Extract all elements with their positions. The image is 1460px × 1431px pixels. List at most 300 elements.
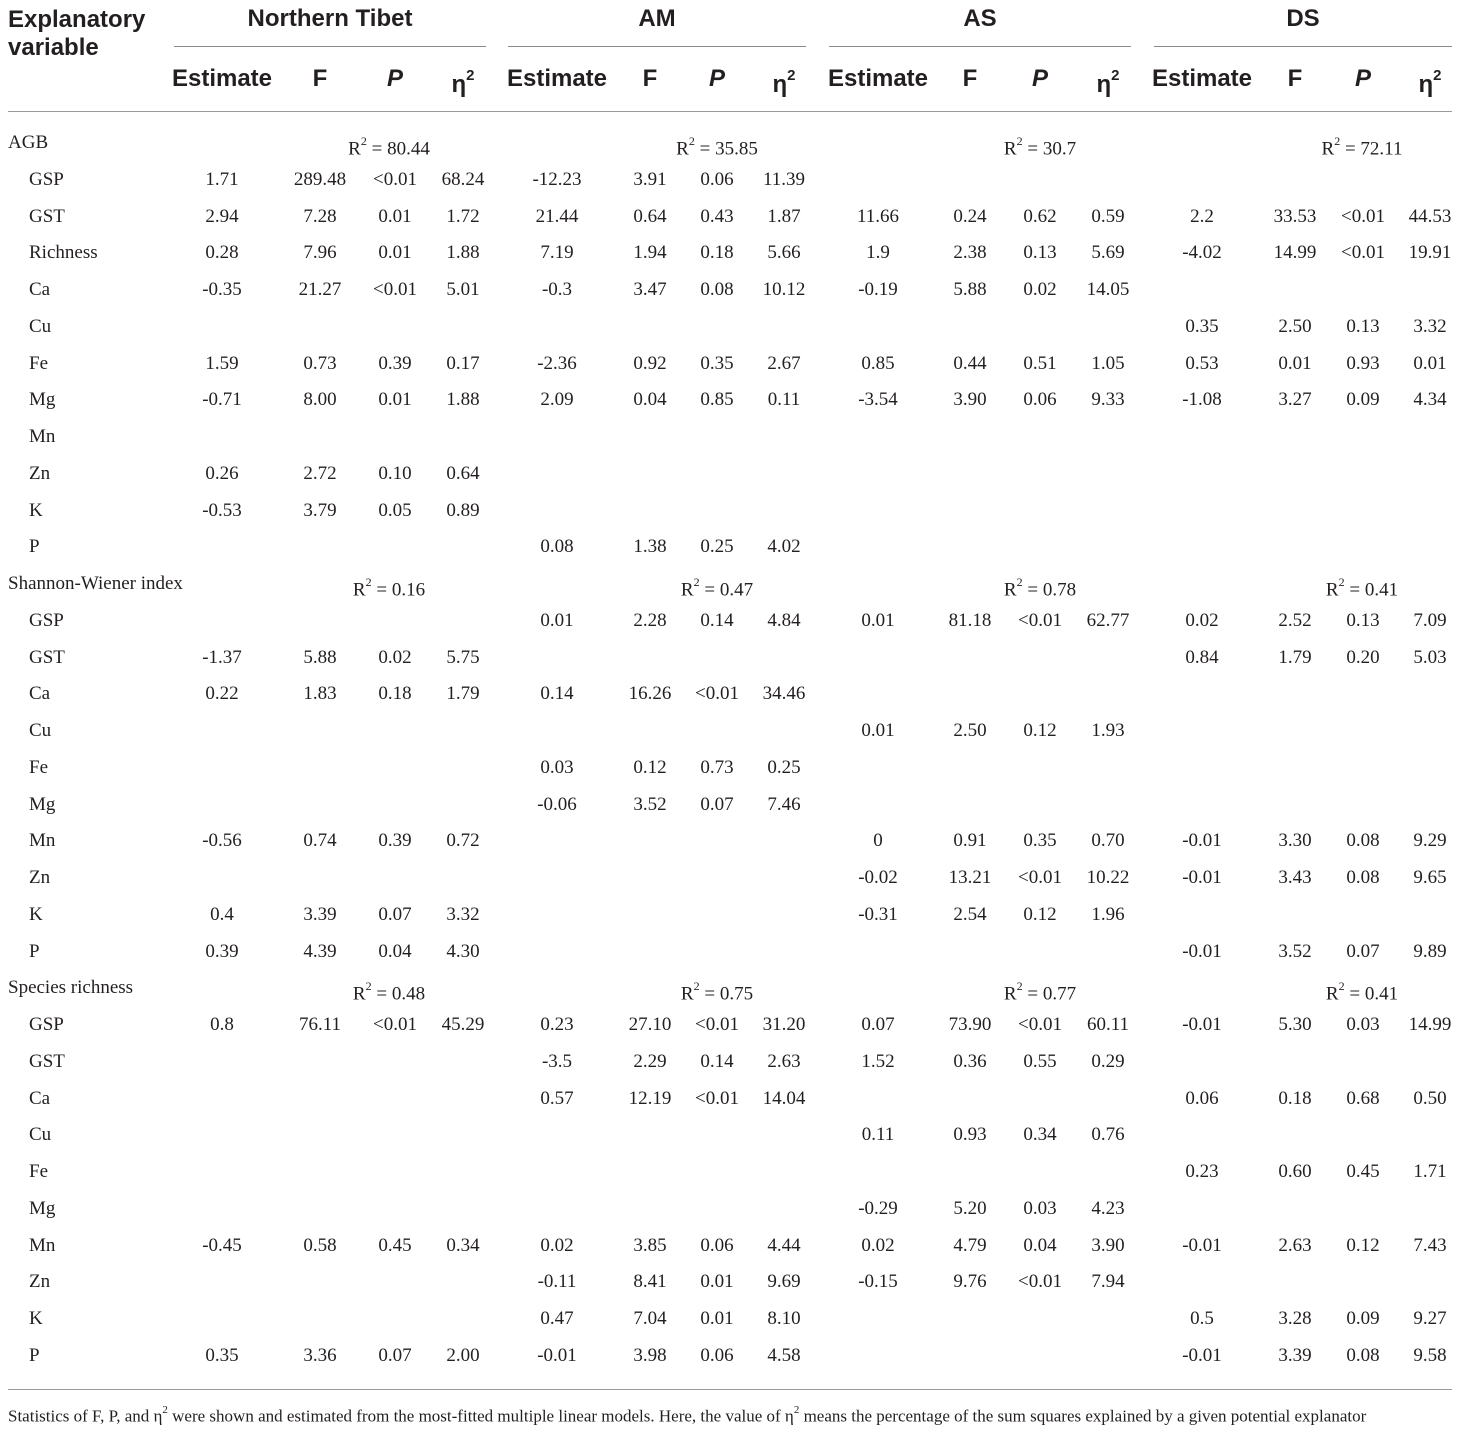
table-cell: 3.79 <box>303 499 337 521</box>
table-cell: 0.18 <box>378 683 412 705</box>
table-cell: 7.28 <box>303 205 337 227</box>
row-variable-label: Richness <box>29 242 98 264</box>
column-header-p: P <box>1354 65 1371 92</box>
table-cell: 14.99 <box>1408 1014 1452 1035</box>
table-cell: 0.23 <box>1185 1161 1219 1182</box>
table-cell: 7.46 <box>767 793 801 815</box>
r-squared-value: $R^2 = 0.47$ <box>680 575 754 601</box>
table-cell: <0.01 <box>373 1014 417 1035</box>
table-cell: 3.90 <box>1091 1234 1125 1256</box>
table-cell: 0.07 <box>700 793 734 815</box>
row-variable-label: Mn <box>29 830 56 852</box>
table-cell: 1.79 <box>446 683 480 705</box>
table-cell: 0.72 <box>446 830 480 852</box>
table-cell: 3.36 <box>303 1344 337 1366</box>
table-cell: -0.06 <box>537 793 577 815</box>
table-cell: 2.63 <box>767 1050 801 1072</box>
section-label: AGB <box>8 132 49 153</box>
table-cell: 0.02 <box>378 646 412 668</box>
table-cell: 0.50 <box>1413 1087 1447 1109</box>
table-cell: 0.73 <box>700 756 734 778</box>
table-cell: 1.93 <box>1091 720 1125 741</box>
table-cell: 2.67 <box>767 352 801 374</box>
table-cell: 0.01 <box>378 389 412 411</box>
table-cell: -1.08 <box>1182 389 1222 411</box>
table-cell: 0.92 <box>633 352 667 374</box>
table-cell: -3.54 <box>858 389 898 411</box>
table-cell: 0.55 <box>1023 1050 1057 1072</box>
table-cell: 8.41 <box>633 1271 667 1293</box>
table-cell: 3.39 <box>1278 1344 1312 1366</box>
r-squared-value: $R^2 = 72.11$ <box>1321 134 1403 160</box>
r-squared-value: $R^2 = 35.85$ <box>676 134 758 160</box>
table-cell: 0.34 <box>1023 1124 1057 1146</box>
table-cell: 0.29 <box>1091 1050 1125 1072</box>
table-cell: -3.5 <box>541 1050 573 1072</box>
table-cell: 21.27 <box>298 279 342 300</box>
table-cell: 0.59 <box>1091 205 1125 227</box>
table-cell: 0.07 <box>378 1344 412 1366</box>
table-cell: 1.88 <box>446 242 480 264</box>
table-cell: 4.44 <box>767 1234 801 1256</box>
table-cell: 0.62 <box>1023 205 1057 227</box>
table-cell: 4.30 <box>446 940 480 962</box>
column-header-p: P <box>708 65 725 92</box>
table-cell: 3.30 <box>1278 830 1312 852</box>
table-cell: 0.43 <box>700 205 734 227</box>
row-variable-label: Fe <box>29 756 48 778</box>
r-squared-value: $R^2 = 0.77$ <box>1003 979 1077 1005</box>
table-cell: 60.11 <box>1086 1014 1130 1035</box>
table-cell: 0.20 <box>1346 646 1380 668</box>
row-variable-label: Zn <box>29 867 51 888</box>
table-cell: 0.08 <box>1346 867 1380 888</box>
table-cell: 5.03 <box>1413 646 1447 668</box>
table-cell: 8.00 <box>303 389 337 411</box>
table-cell: 0.01 <box>1278 352 1312 374</box>
table-cell: <0.01 <box>373 279 417 300</box>
table-cell: 76.11 <box>298 1014 342 1035</box>
column-header-estimate: Estimate <box>827 65 929 92</box>
table-cell: 0.04 <box>1023 1234 1057 1256</box>
table-cell: 0.26 <box>205 462 239 484</box>
table-cell: 0.13 <box>1023 242 1057 264</box>
column-header-estimate: Estimate <box>1151 65 1253 92</box>
table-cell: -0.01 <box>1182 1344 1222 1366</box>
table-cell: 0.39 <box>205 940 239 962</box>
table-cell: 0.11 <box>861 1124 895 1146</box>
row-variable-label: Zn <box>29 1271 51 1293</box>
column-header-p: P <box>1031 65 1048 92</box>
row-variable-label: Cu <box>29 315 52 337</box>
table-cell: 3.85 <box>633 1234 667 1256</box>
row-variable-label: K <box>29 1308 43 1329</box>
table-cell: -0.01 <box>1182 1014 1222 1035</box>
table-cell: 0.11 <box>767 389 801 411</box>
table-cell: 0.68 <box>1346 1087 1380 1109</box>
table-cell: 0.14 <box>700 609 734 631</box>
column-header-f: F <box>962 65 978 92</box>
table-cell: 0 <box>873 830 883 852</box>
table-cell: 7.94 <box>1091 1271 1125 1293</box>
table-cell: 0.25 <box>700 536 734 558</box>
table-cell: -12.23 <box>532 168 582 190</box>
table-cell: 0.06 <box>700 1234 734 1256</box>
row-variable-label: Mg <box>29 1197 56 1219</box>
table-cell: 0.45 <box>1346 1161 1380 1182</box>
table-cell: 0.35 <box>1023 830 1057 852</box>
row-variable-label: GSP <box>29 168 64 190</box>
table-cell: 0.36 <box>953 1050 987 1072</box>
column-header-eta-squared: $\eta^2$ <box>1418 67 1442 98</box>
table-cell: 0.89 <box>446 499 480 521</box>
table-cell: 12.19 <box>628 1087 672 1109</box>
table-cell: 4.23 <box>1091 1197 1125 1219</box>
table-cell: 0.09 <box>1346 1308 1380 1329</box>
table-cell: 0.39 <box>378 830 412 852</box>
table-cell: 1.52 <box>861 1050 895 1072</box>
table-cell: 0.8 <box>210 1014 234 1035</box>
table-cell: 7.96 <box>303 242 337 264</box>
table-cell: 13.21 <box>948 867 992 888</box>
table-cell: 14.04 <box>762 1087 806 1109</box>
r-squared-value: $R^2 = 0.78$ <box>1003 575 1077 601</box>
table-cell: 2.72 <box>303 462 337 484</box>
column-header-eta-squared: $\eta^2$ <box>1096 67 1120 98</box>
column-header-estimate: Estimate <box>171 65 273 92</box>
table-cell: -0.01 <box>1182 1234 1222 1256</box>
table-cell: 2.94 <box>205 205 239 227</box>
table-cell: 3.90 <box>953 389 987 411</box>
table-cell: -1.37 <box>202 646 242 668</box>
table-cell: 0.08 <box>1346 1344 1380 1366</box>
table-cell: -0.53 <box>202 499 242 521</box>
table-cell: 1.87 <box>767 205 801 227</box>
table-cell: 0.57 <box>540 1087 574 1109</box>
table-cell: 9.29 <box>1413 830 1447 852</box>
row-variable-label: P <box>29 940 40 962</box>
row-variable-label: Zn <box>29 462 51 484</box>
table-cell: 0.02 <box>1023 279 1057 300</box>
column-header-f: F <box>312 65 328 92</box>
table-cell: 0.64 <box>446 462 480 484</box>
table-cell: 2.52 <box>1278 609 1312 631</box>
table-cell: 0.06 <box>700 168 734 190</box>
column-header-eta-squared: $\eta^2$ <box>772 67 796 98</box>
r-squared-value: $R^2 = 80.44$ <box>348 134 430 160</box>
row-variable-label: K <box>29 903 43 925</box>
table-cell: 0.53 <box>1185 352 1219 374</box>
table-cell: -0.15 <box>858 1271 898 1293</box>
table-cell: 4.34 <box>1413 389 1447 411</box>
table-cell: 62.77 <box>1086 609 1130 631</box>
table-cell: 0.02 <box>861 1234 895 1256</box>
table-cell: 3.47 <box>633 279 667 300</box>
table-cell: 0.85 <box>700 389 734 411</box>
table-cell: 7.19 <box>540 242 574 264</box>
table-cell: 7.09 <box>1413 609 1447 631</box>
table-cell: <0.01 <box>695 1087 739 1109</box>
table-cell: 19.91 <box>1408 242 1452 264</box>
table-cell: <0.01 <box>1341 242 1385 264</box>
table-cell: 14.99 <box>1273 242 1317 264</box>
table-cell: 0.23 <box>540 1014 574 1035</box>
row-variable-label: Cu <box>29 720 52 741</box>
group-header-northern-tibet: Northern Tibet <box>247 5 413 32</box>
table-cell: 0.10 <box>378 462 412 484</box>
table-cell: <0.01 <box>1018 867 1062 888</box>
bottom-rule <box>8 1389 1452 1390</box>
table-cell: 0.70 <box>1091 830 1125 852</box>
table-cell: -4.02 <box>1182 242 1222 264</box>
table-cell: 1.72 <box>446 205 480 227</box>
table-cell: 2.00 <box>446 1344 480 1366</box>
table-cell: -0.56 <box>202 830 242 852</box>
table-cell: -0.11 <box>537 1271 577 1293</box>
table-cell: 73.90 <box>948 1014 992 1035</box>
row-variable-label: Fe <box>29 352 48 374</box>
table-cell: 27.10 <box>628 1014 672 1035</box>
table-cell: <0.01 <box>373 168 417 190</box>
table-cell: 5.30 <box>1278 1014 1312 1035</box>
table-cell: 0.44 <box>953 352 987 374</box>
table-cell: 44.53 <box>1408 205 1452 227</box>
table-cell: -2.36 <box>537 352 577 374</box>
table-cell: -0.01 <box>1182 867 1222 888</box>
footnote-text-3: means the percentage of the sum squares explained by a given potential explanator <box>799 1406 1367 1426</box>
row-variable-label: Mg <box>29 793 56 815</box>
footnote-text-1: Statistics of F, P, and η <box>8 1406 163 1426</box>
table-cell: 0.01 <box>378 242 412 264</box>
row-variable-label: GSP <box>29 1014 64 1035</box>
table-cell: 0.14 <box>700 1050 734 1072</box>
table-cell: 0.01 <box>861 720 895 741</box>
table-cell: 2.29 <box>633 1050 667 1072</box>
table-cell: 3.27 <box>1278 389 1312 411</box>
table-cell: 1.38 <box>633 536 667 558</box>
table-cell: 34.46 <box>762 683 806 705</box>
row-variable-label: Fe <box>29 1161 48 1182</box>
table-cell: 1.71 <box>1413 1161 1447 1182</box>
table-cell: 2.50 <box>1278 315 1312 337</box>
table-cell: 0.03 <box>1346 1014 1380 1035</box>
footnote-sup-2: 2 <box>793 1404 800 1416</box>
table-cell: 0.17 <box>446 352 480 374</box>
group-header-am: AM <box>638 5 676 32</box>
table-cell: 0.60 <box>1278 1161 1312 1182</box>
table-cell: 0.01 <box>861 609 895 631</box>
table-cell: <0.01 <box>1018 1014 1062 1035</box>
table-cell: 5.88 <box>303 646 337 668</box>
table-cell: 0.85 <box>861 352 895 374</box>
table-cell: 0.93 <box>1346 352 1380 374</box>
table-cell: 0.08 <box>1346 830 1380 852</box>
table-cell: -0.45 <box>202 1234 242 1256</box>
row-variable-label: Cu <box>29 1124 52 1146</box>
table-cell: 5.66 <box>767 242 801 264</box>
row-variable-label: P <box>29 1344 40 1366</box>
table-cell: <0.01 <box>1018 609 1062 631</box>
table-cell: 0.13 <box>1346 315 1380 337</box>
table-cell: 0.08 <box>700 279 734 300</box>
row-variable-label: Mn <box>29 426 56 447</box>
row-variable-label: Mg <box>29 389 56 411</box>
table-cell: 68.24 <box>441 168 485 190</box>
group-header-as: AS <box>963 5 997 32</box>
table-cell: 7.04 <box>633 1308 667 1329</box>
table-cell: 3.91 <box>633 168 667 190</box>
row-variable-label: K <box>29 499 43 521</box>
table-cell: 4.58 <box>767 1344 801 1366</box>
table-cell: 2.38 <box>953 242 987 264</box>
table-cell: 5.01 <box>446 279 480 300</box>
table-cell: <0.01 <box>695 683 739 705</box>
table-cell: 2.63 <box>1278 1234 1312 1256</box>
table-cell: 3.32 <box>446 903 480 925</box>
table-cell: 0.47 <box>540 1308 574 1329</box>
row-variable-label: P <box>29 536 40 558</box>
table-cell: 0.01 <box>700 1271 734 1293</box>
table-cell: 0.05 <box>378 499 412 521</box>
header-variable-line2: variable <box>8 34 99 61</box>
table-cell: 3.28 <box>1278 1308 1312 1329</box>
row-variable-label: GSP <box>29 609 64 631</box>
table-cell: 45.29 <box>441 1014 485 1035</box>
table-cell: 3.32 <box>1413 315 1447 337</box>
table-cell: 0.35 <box>700 352 734 374</box>
table-cell: 1.88 <box>446 389 480 411</box>
column-header-eta-squared: $\eta^2$ <box>451 67 475 98</box>
footnote-sup-1: 2 <box>162 1404 168 1416</box>
table-cell: -0.19 <box>858 279 898 300</box>
table-cell: 5.75 <box>446 646 480 668</box>
table-cell: 3.98 <box>633 1344 667 1366</box>
table-cell: 0.07 <box>861 1014 895 1035</box>
table-cell: 0.4 <box>210 903 234 925</box>
table-cell: -0.31 <box>858 903 898 925</box>
table-cell: 0.04 <box>378 940 412 962</box>
table-cell: -0.01 <box>1182 940 1222 962</box>
table-cell: -0.3 <box>541 279 573 300</box>
table-cell: 9.76 <box>953 1271 987 1293</box>
row-variable-label: Mn <box>29 1234 56 1256</box>
table-cell: 0.39 <box>378 352 412 374</box>
table-cell: 0.09 <box>1346 389 1380 411</box>
table-cell: 0.01 <box>378 205 412 227</box>
table-cell: -0.01 <box>537 1344 577 1366</box>
table-cell: 0.02 <box>1185 609 1219 631</box>
table-cell: 0.01 <box>1413 352 1447 374</box>
table-cell: 2.2 <box>1190 205 1214 227</box>
table-cell: 0.01 <box>700 1308 734 1329</box>
table-cell: 3.39 <box>303 903 337 925</box>
table-cell: 0.34 <box>446 1234 480 1256</box>
table-cell: 1.59 <box>205 352 239 374</box>
r-squared-value: $R^2 = 0.48$ <box>352 979 426 1005</box>
table-cell: 9.69 <box>767 1271 801 1293</box>
table-cell: <0.01 <box>1341 205 1385 227</box>
section-label: Species richness <box>8 977 134 999</box>
table-cell: 0.24 <box>953 205 987 227</box>
table-cell: 31.20 <box>762 1014 806 1035</box>
table-cell: 1.94 <box>633 242 667 264</box>
section-label: Shannon-Wiener index <box>8 573 183 594</box>
table-cell: <0.01 <box>1018 1271 1062 1293</box>
r-squared-value: $R^2 = 0.75$ <box>680 979 754 1005</box>
table-cell: 4.84 <box>767 609 801 631</box>
column-header-estimate: Estimate <box>506 65 608 92</box>
table-cell: 0.64 <box>633 205 667 227</box>
table-cell: 0.03 <box>1023 1197 1057 1219</box>
table-cell: 0.06 <box>700 1344 734 1366</box>
row-variable-label: Ca <box>29 683 51 705</box>
table-cell: 0.28 <box>205 242 239 264</box>
table-cell: 33.53 <box>1273 205 1317 227</box>
table-cell: <0.01 <box>695 1014 739 1035</box>
column-header-p: P <box>386 65 403 92</box>
table-cell: 0.07 <box>1346 940 1380 962</box>
table-cell: 0.06 <box>1023 389 1057 411</box>
table-cell: 9.65 <box>1413 867 1447 888</box>
table-cell: 1.79 <box>1278 646 1312 668</box>
table-cell: 16.26 <box>628 683 672 705</box>
table-cell: 9.58 <box>1413 1344 1447 1366</box>
table-cell: -0.35 <box>202 279 242 300</box>
r-squared-value: $R^2 = 0.41$ <box>1325 979 1399 1005</box>
table-cell: -0.02 <box>858 867 898 888</box>
table-cell: 289.48 <box>293 168 347 190</box>
table-cell: 2.09 <box>540 389 574 411</box>
table-cell: 4.39 <box>303 940 337 962</box>
column-header-f: F <box>1287 65 1303 92</box>
table-cell: 0.12 <box>1023 720 1057 741</box>
table-cell: 14.05 <box>1086 279 1130 300</box>
table-cell: 10.12 <box>762 279 806 300</box>
table-cell: 0.51 <box>1023 352 1057 374</box>
table-cell: 81.18 <box>948 609 992 631</box>
table-cell: 4.79 <box>953 1234 987 1256</box>
table-cell: 0.5 <box>1190 1308 1214 1329</box>
table-cell: 0.74 <box>303 830 337 852</box>
r-squared-value: $R^2 = 0.16$ <box>352 575 426 601</box>
table-cell: 3.52 <box>1278 940 1312 962</box>
row-variable-label: Ca <box>29 1087 51 1109</box>
table-cell: 4.02 <box>767 536 801 558</box>
table-cell: 0.08 <box>540 536 574 558</box>
table-cell: 3.52 <box>633 793 667 815</box>
table-cell: 8.10 <box>767 1308 801 1329</box>
table-cell: 11.66 <box>856 205 900 227</box>
table-cell: 0.76 <box>1091 1124 1125 1146</box>
table-cell: 2.28 <box>633 609 667 631</box>
r-squared-value: $R^2 = 30.7$ <box>1003 134 1077 160</box>
table-cell: 1.71 <box>205 168 239 190</box>
table-cell: 0.04 <box>633 389 667 411</box>
table-cell: 0.58 <box>303 1234 337 1256</box>
table-cell: 5.88 <box>953 279 987 300</box>
r-squared-value: $R^2 = 0.41$ <box>1325 575 1399 601</box>
table-cell: 5.20 <box>953 1197 987 1219</box>
table-cell: 0.06 <box>1185 1087 1219 1109</box>
row-variable-label: Ca <box>29 279 51 300</box>
table-cell: 21.44 <box>535 205 579 227</box>
table-cell: 1.9 <box>866 242 890 264</box>
table-cell: 0.07 <box>378 903 412 925</box>
table-cell: 1.05 <box>1091 352 1125 374</box>
table-cell: -0.01 <box>1182 830 1222 852</box>
group-header-ds: DS <box>1286 5 1320 32</box>
table-cell: 0.84 <box>1185 646 1219 668</box>
